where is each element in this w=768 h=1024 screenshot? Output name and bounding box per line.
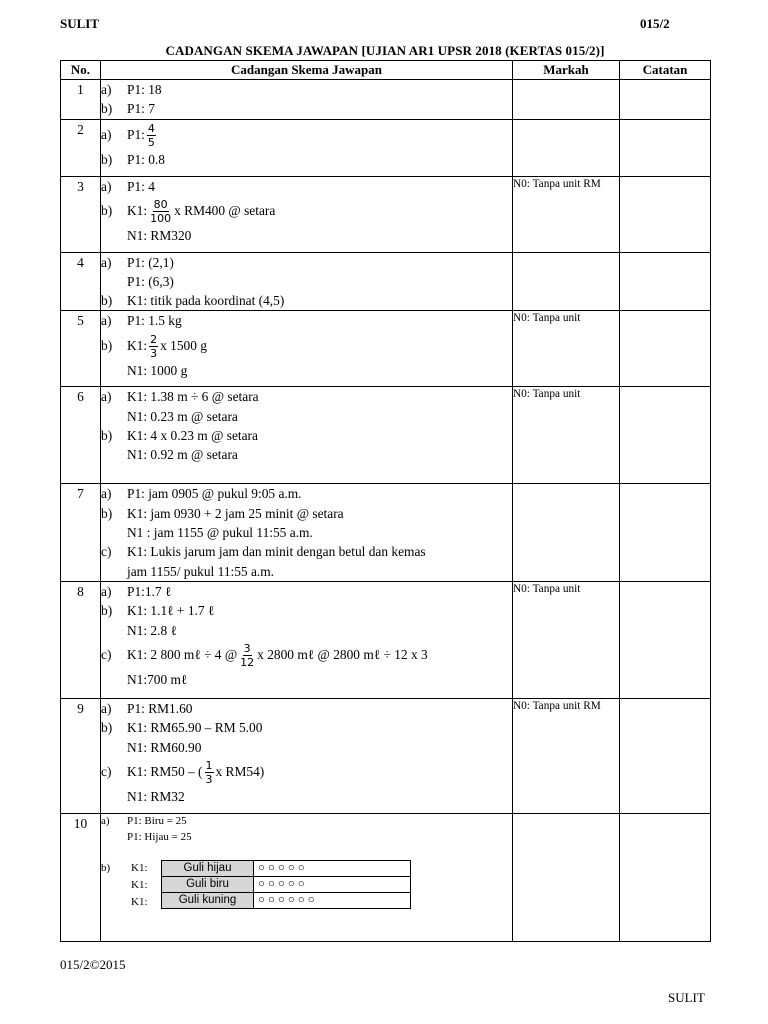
fraction-numerator: 3 [243,642,251,656]
table-row [61,311,711,387]
answer-text: N1: 0.23 m @ setara [127,408,238,424]
catatan-cell [620,119,711,176]
answer-text: N1:700 mℓ [127,671,188,687]
answer-text: P1: 0.8 [127,151,165,167]
answer-text: N1: 1000 g [127,362,188,378]
answer-line [101,226,512,245]
answer-text-pre: K1: [127,337,148,353]
marble-tally-table [161,860,411,909]
table-row [61,387,711,484]
answer-line [101,718,512,737]
fraction [149,333,158,360]
question-number: 4 [61,252,101,311]
answer-line [101,523,512,542]
fraction-denominator: 5 [147,136,155,150]
question-number: 3 [61,176,101,252]
answer-line [101,484,512,503]
answer-line [101,601,512,620]
answer-line [101,738,512,757]
answer-text-pre: K1: [127,202,148,218]
notes-cell [513,484,620,581]
question-number: 2 [61,119,101,176]
catatan-cell [620,484,711,581]
answer-line [101,387,512,406]
answer-text: P1: (6,3) [127,273,174,289]
table-row [61,252,711,311]
header-right: 015/2 [640,16,670,31]
answer-text: P1: 7 [127,101,155,117]
answer-cell [101,581,513,698]
answer-text-post: x RM400 @ setara [174,202,276,218]
marks-cell [513,813,620,941]
answer-text-pre: K1: 2 800 mℓ ÷ 4 @ [127,646,238,662]
k1-label: K1: [131,895,148,908]
answer-text-pre: P1: [127,126,145,142]
answer-text: K1: titik pada koordinat (4,5) [127,293,285,309]
question-number: 5 [61,311,101,387]
part-label: c) [101,763,112,779]
answer-text: P1: 18 [127,82,162,97]
fraction-numerator: 80 [153,198,168,212]
answer-line [101,150,512,169]
answer-cell [101,311,513,387]
table-row [61,80,711,120]
answer-text: K1: RM65.90 – RM 5.00 [127,720,263,736]
answer-line [101,445,512,464]
answer-line [101,407,512,426]
catatan-cell [620,80,711,120]
answer-line [101,562,512,581]
part-label: b) [101,428,113,444]
part-label: a) [101,486,112,502]
answer-cell [101,813,513,941]
catatan-cell [620,813,711,941]
answer-text: P1: 4 [127,178,155,194]
footer-left: 015/2©2015 [60,957,126,972]
answer-line [101,699,512,718]
question-number: 7 [61,484,101,581]
fraction [205,759,214,786]
marble-name: Guli hijau [162,860,254,876]
answer-line [101,757,512,787]
part-label: a) [101,178,112,194]
answer-line [101,311,512,330]
document-title: CADANGAN SKEMA JAWAPAN [UJIAN AR1 UPSR 2018 (KERTAS 015/2)] [165,43,605,58]
column-header-marks: Markah [513,61,620,80]
part-label: a) [101,313,112,329]
answer-line [101,253,512,272]
part-label: b) [101,202,113,218]
fraction-denominator: 3 [205,773,213,787]
answer-text: N1: RM320 [127,227,192,243]
answer-line [101,120,512,150]
answer-cell [101,387,513,484]
answer-line [101,177,512,196]
fraction-numerator: 1 [205,759,213,773]
part-label: a) [101,82,112,97]
part-label: b) [101,720,113,736]
answer-line [101,196,512,226]
fraction-numerator: 2 [150,333,158,347]
table-row [61,813,711,941]
column-header-notes: Catatan [620,61,711,80]
fraction-numerator: 4 [147,122,155,136]
answer-text: N1: RM32 [127,788,185,804]
marble-row [162,892,411,908]
marble-circles: ○○○○○ [254,860,411,876]
answer-line [101,621,512,640]
fraction-denominator: 100 [150,212,172,226]
question-number: 6 [61,387,101,484]
table-row [61,119,711,176]
marble-circles: ○○○○○○ [254,892,411,908]
catatan-cell [620,311,711,387]
part-label: b) [101,505,113,521]
answer-line [101,787,512,806]
table-row [61,581,711,698]
fraction-denominator: 12 [240,656,255,670]
question-number: 9 [61,698,101,813]
notes-cell: N0: Tanpa unit RM [513,176,620,252]
answer-cell [101,119,513,176]
notes-cell [513,119,620,176]
notes-cell: N0: Tanpa unit RM [513,698,620,813]
answer-line [101,542,512,561]
answer-line [101,640,512,670]
answer-cell [101,80,513,120]
fraction [239,642,255,669]
answer-cell [101,698,513,813]
answer-line [101,331,512,361]
catatan-cell [620,387,711,484]
answer-text: N1: 2.8 ℓ [127,622,177,638]
answer-text: P1: RM1.60 [127,700,193,716]
answer-cell [101,252,513,311]
answer-text: P1: Biru = 25 [127,814,187,827]
answer-line [101,80,512,99]
answer-line [101,670,512,689]
part-label: c) [101,646,112,662]
answer-text: N1: 0.92 m @ setara [127,447,238,463]
notes-cell [513,252,620,311]
part-label: c) [101,544,112,560]
part-label: b) [101,603,113,619]
answer-text: K1: 4 x 0.23 m @ setara [127,428,258,444]
fraction [149,198,172,225]
answer-cell [101,484,513,581]
answer-text: P1:1.7 ℓ [127,583,172,599]
answer-cell [101,176,513,252]
answer-line [101,291,512,310]
notes-cell: N0: Tanpa unit [513,581,620,698]
marble-row [162,860,411,876]
marble-circles: ○○○○○ [254,876,411,892]
part-label: b) [101,337,113,353]
fraction [147,122,156,149]
answer-text-post: x 2800 mℓ @ 2800 mℓ ÷ 12 x 3 [257,646,428,662]
answer-text: K1: Lukis jarum jam dan minit dengan betul dan kemas [127,544,426,560]
column-header-answer: Cadangan Skema Jawapan [101,61,513,80]
part-label: b) [101,101,113,117]
notes-cell [513,80,620,120]
marble-name: Guli biru [162,876,254,892]
answer-line [101,504,512,523]
catatan-cell [620,581,711,698]
part-label: a) [101,814,110,827]
k1-label: K1: [131,861,148,874]
answer-text-post: x 1500 g [160,337,207,353]
marble-row [162,876,411,892]
answer-scheme-table [60,60,711,942]
notes-cell: N0: Tanpa unit [513,311,620,387]
part-label: a) [101,583,112,599]
marble-name: Guli kuning [162,892,254,908]
answer-line [101,582,512,601]
footer-right: SULIT [668,990,705,1005]
answer-text: P1: jam 0905 @ pukul 9:05 a.m. [127,486,302,502]
answer-text: K1: jam 0930 + 2 jam 25 minit @ setara [127,505,344,521]
answer-text-pre: K1: RM50 – ( [127,763,203,779]
notes-cell: N0: Tanpa unit [513,387,620,484]
answer-line [101,99,512,118]
question-number: 8 [61,581,101,698]
table-row [61,484,711,581]
header-left: SULIT [60,16,100,31]
part-label: b) [101,293,113,309]
answer-text: jam 1155/ pukul 11:55 a.m. [127,563,275,579]
header-row [61,61,711,80]
part-label: b) [101,151,113,167]
fraction-denominator: 3 [150,347,158,361]
answer-text: K1: 1.38 m ÷ 6 @ setara [127,389,259,405]
answer-line [101,361,512,380]
table-row [61,176,711,252]
part-label: b) [101,861,111,874]
answer-text: P1: Hijau = 25 [127,830,192,843]
answer-text: K1: 1.1ℓ + 1.7 ℓ [127,603,215,619]
part-label: a) [101,254,112,270]
answer-text: N1: RM60.90 [127,739,202,755]
answer-text: N1 : jam 1155 @ pukul 11:55 a.m. [127,525,313,541]
answer-text: P1: (2,1) [127,254,174,270]
part-label: a) [101,126,112,142]
catatan-cell [620,698,711,813]
part-label: a) [101,700,112,716]
answer-text: P1: 1.5 kg [127,313,182,329]
question-number: 1 [61,80,101,120]
table-row [61,698,711,813]
part-label: a) [101,389,112,405]
answer-text-post: x RM54) [215,763,265,779]
answer-line [101,272,512,291]
catatan-cell [620,252,711,311]
answer-line [101,426,512,445]
catatan-cell [620,176,711,252]
k1-label: K1: [131,878,148,891]
question-number: 10 [61,813,101,941]
column-header-no: No. [61,61,101,80]
q10-content [101,814,512,940]
